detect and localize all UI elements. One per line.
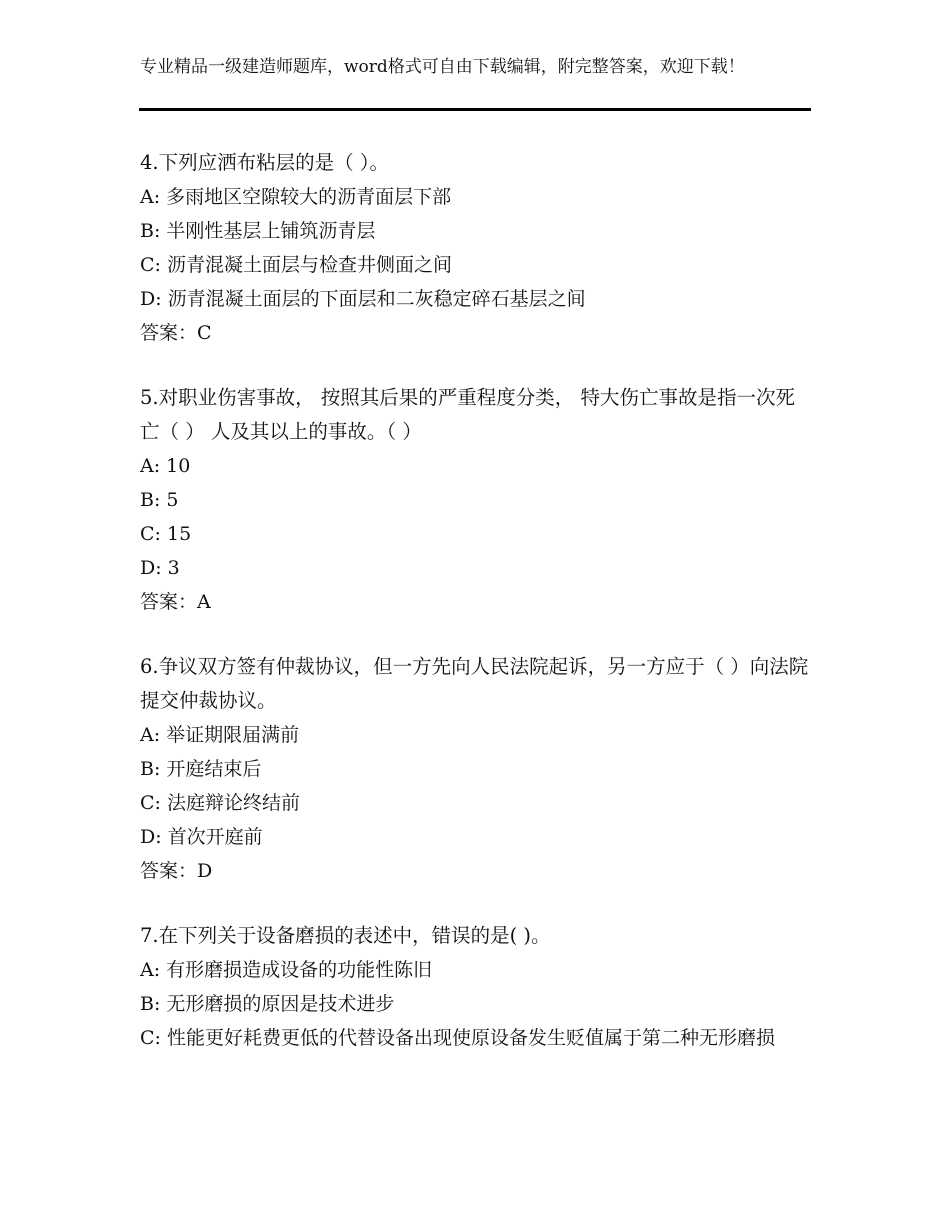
question-list (140, 146, 810, 1086)
option-b: B: 开庭结束后 (140, 758, 262, 780)
option-d: D: 3 (140, 557, 180, 579)
option-b: B: 半刚性基层上铺筑沥青层 (140, 220, 376, 242)
header-divider (139, 108, 811, 111)
option-a: A: 10 (140, 455, 191, 477)
option-a: A: 举证期限届满前 (140, 724, 300, 746)
question-7 (140, 919, 810, 1055)
page-header: 专业精品一级建造师题库，word格式可自由下载编辑，附完整答案，欢迎下载！ (140, 57, 745, 77)
question-5 (140, 381, 810, 619)
option-a: A: 有形磨损造成设备的功能性陈旧 (140, 959, 433, 981)
option-b: B: 5 (140, 489, 179, 511)
option-b: B: 无形磨损的原因是技术进步 (140, 993, 395, 1015)
question-stem: 6.争议双方签有仲裁协议，但一方先向人民法院起诉，另一方应于（ ）向法院提交仲裁协议。 (140, 655, 809, 712)
answer-line: 答案：C (140, 322, 212, 344)
option-d: D: 沥青混凝土面层的下面层和二灰稳定碎石基层之间 (140, 288, 586, 310)
answer-line: 答案：A (140, 591, 211, 613)
question-stem: 4.下列应洒布粘层的是（ ）。 (140, 151, 390, 174)
option-a: A: 多雨地区空隙较大的沥青面层下部 (140, 186, 452, 208)
question-stem: 5.对职业伤害事故， 按照其后果的严重程度分类， 特大伤亡事故是指一次死亡（ ） 人及其以上的事故。（ ） (140, 386, 796, 443)
option-d: D: 首次开庭前 (140, 826, 263, 848)
option-c: C: 性能更好耗费更低的代替设备出现使原设备发生贬值属于第二种无形磨损 (140, 1027, 775, 1049)
answer-line: 答案：D (140, 860, 213, 882)
option-c: C: 沥青混凝土面层与检查井侧面之间 (140, 254, 452, 276)
question-stem: 7.在下列关于设备磨损的表述中，错误的是( )。 (140, 924, 551, 947)
option-c: C: 15 (140, 523, 192, 545)
option-c: C: 法庭辩论终结前 (140, 792, 300, 814)
question-4 (140, 146, 810, 350)
question-6 (140, 650, 810, 888)
